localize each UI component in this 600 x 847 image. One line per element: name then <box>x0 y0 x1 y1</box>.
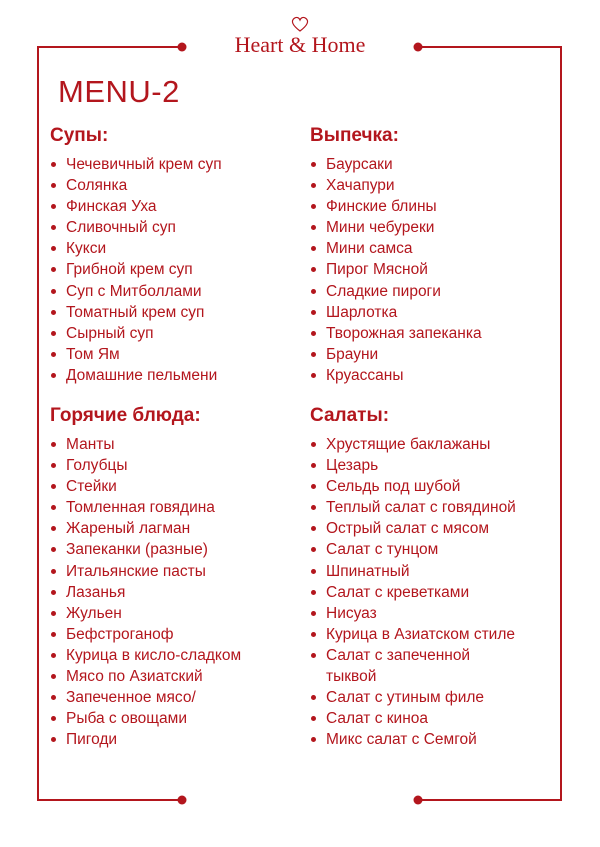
list-item: Мини чебуреки <box>310 217 482 238</box>
list-item: Хрустящие баклажаны <box>310 434 516 455</box>
list-item: Том Ям <box>50 344 222 365</box>
list-item: Салат с тунцом <box>310 539 516 560</box>
list-item: Грибной крем суп <box>50 259 222 280</box>
list-item: Лазанья <box>50 582 241 603</box>
list-item: Салат с утиным филе <box>310 687 516 708</box>
brand-logo: Heart & Home <box>234 32 366 57</box>
list-item: Курица в кисло-сладком <box>50 645 241 666</box>
list-item: Круассаны <box>310 365 482 386</box>
list-item: Финские блины <box>310 196 482 217</box>
list-item: Шарлотка <box>310 302 482 323</box>
list-item: Хачапури <box>310 175 482 196</box>
list-item: Салат с запеченной тыквой <box>310 645 516 687</box>
heart-icon <box>288 15 312 33</box>
list-item: Нисуаз <box>310 603 516 624</box>
list-item: Итальянские пасты <box>50 561 241 582</box>
list-item: Жареный лагман <box>50 518 241 539</box>
list-item: Запеканки (разные) <box>50 539 241 560</box>
list-item: Брауни <box>310 344 482 365</box>
list-item: Сельдь под шубой <box>310 476 516 497</box>
list-item: Мини самса <box>310 238 482 259</box>
list-item: Острый салат с мясом <box>310 518 516 539</box>
list-item: Домашние пельмени <box>50 365 222 386</box>
list-item: Бефстроганоф <box>50 624 241 645</box>
list-item: Томленная говядина <box>50 497 241 518</box>
list-item: Пирог Мясной <box>310 259 482 280</box>
list-item: Голубцы <box>50 455 241 476</box>
section-bakery <box>310 122 482 386</box>
list-item: Сырный суп <box>50 323 222 344</box>
list-item: Творожная запеканка <box>310 323 482 344</box>
section-heading: Салаты: <box>310 405 390 426</box>
list-item: Цезарь <box>310 455 516 476</box>
list-item: Салат с киноа <box>310 708 516 729</box>
section-salads <box>310 402 516 750</box>
page-title: MENU-2 <box>58 74 180 109</box>
list-item: Пигоди <box>50 729 241 750</box>
list-item: Финская Уха <box>50 196 222 217</box>
list-item: Салат с креветками <box>310 582 516 603</box>
list-item: Сливочный суп <box>50 217 222 238</box>
section-hot-dishes <box>50 402 241 750</box>
list-item: Томатный крем суп <box>50 302 222 323</box>
list-item: Стейки <box>50 476 241 497</box>
menu-list <box>310 434 516 750</box>
list-item: Запеченное мясо/ <box>50 687 241 708</box>
list-item: Рыба с овощами <box>50 708 241 729</box>
list-item: Теплый салат с говядиной <box>310 497 516 518</box>
menu-list <box>50 434 241 750</box>
menu-list <box>310 154 482 386</box>
list-item: Сладкие пироги <box>310 281 482 302</box>
list-item: Чечевичный крем суп <box>50 154 222 175</box>
section-heading: Супы: <box>50 125 109 146</box>
section-heading: Горячие блюда: <box>50 405 201 426</box>
list-item: Микс салат с Семгой <box>310 729 516 750</box>
list-item: Шпинатный <box>310 561 516 582</box>
list-item: Суп с Митболлами <box>50 281 222 302</box>
list-item: Манты <box>50 434 241 455</box>
section-heading: Выпечка: <box>310 125 399 146</box>
list-item: Курица в Азиатском стиле <box>310 624 516 645</box>
menu-list <box>50 154 222 386</box>
list-item: Баурсаки <box>310 154 482 175</box>
list-item: Солянка <box>50 175 222 196</box>
section-soups <box>50 122 222 386</box>
list-item: Кукси <box>50 238 222 259</box>
list-item: Жульен <box>50 603 241 624</box>
list-item: Мясо по Азиатский <box>50 666 241 687</box>
